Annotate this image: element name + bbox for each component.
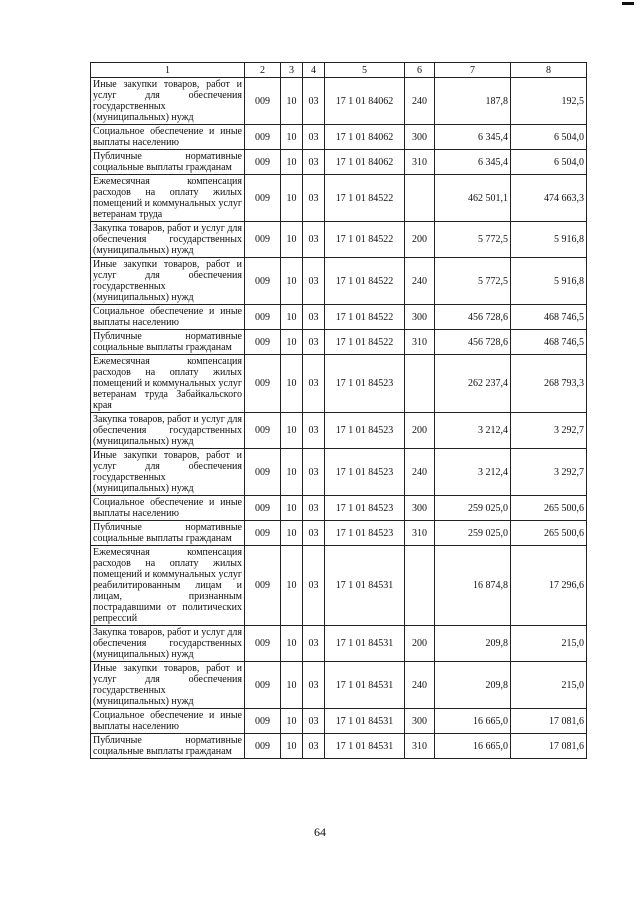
row-section-cell: 10	[281, 449, 303, 496]
row-section-cell: 10	[281, 125, 303, 150]
row-expense-type-cell: 240	[405, 449, 435, 496]
row-subsection-cell: 03	[303, 355, 325, 413]
row-amount-year1-cell: 456 728,6	[435, 305, 511, 330]
row-section-cell: 10	[281, 258, 303, 305]
row-target-article-cell: 17 1 01 84062	[325, 125, 405, 150]
row-name-cell: Иные закупки товаров, работ и услуг для обеспечения государственных (муниципальных) нужд	[91, 449, 245, 496]
row-amount-year1-cell: 16 665,0	[435, 734, 511, 759]
row-target-article-cell: 17 1 01 84523	[325, 521, 405, 546]
row-section-cell: 10	[281, 709, 303, 734]
row-amount-year2-cell: 192,5	[511, 78, 587, 125]
row-expense-type-cell: 300	[405, 125, 435, 150]
row-expense-type-cell: 310	[405, 330, 435, 355]
row-section-cell: 10	[281, 521, 303, 546]
row-subsection-cell: 03	[303, 662, 325, 709]
row-amount-year1-cell: 462 501,1	[435, 175, 511, 222]
row-section-cell: 10	[281, 305, 303, 330]
row-subsection-cell: 03	[303, 125, 325, 150]
row-section-cell: 10	[281, 734, 303, 759]
table-row	[91, 734, 587, 759]
row-amount-year1-cell: 259 025,0	[435, 496, 511, 521]
table-row	[91, 626, 587, 662]
row-ministry-code-cell: 009	[245, 222, 281, 258]
row-target-article-cell: 17 1 01 84531	[325, 546, 405, 626]
row-subsection-cell: 03	[303, 413, 325, 449]
row-amount-year1-cell: 456 728,6	[435, 330, 511, 355]
row-amount-year2-cell: 468 746,5	[511, 330, 587, 355]
table-body	[91, 78, 587, 759]
row-ministry-code-cell: 009	[245, 330, 281, 355]
row-name-cell: Социальное обеспечение и иные выплаты населению	[91, 496, 245, 521]
row-subsection-cell: 03	[303, 626, 325, 662]
row-name-cell: Закупка товаров, работ и услуг для обеспечения государственных (муниципальных) нужд	[91, 413, 245, 449]
col-header-8: 8	[511, 63, 587, 78]
row-expense-type-cell	[405, 175, 435, 222]
table-row	[91, 330, 587, 355]
row-ministry-code-cell: 009	[245, 125, 281, 150]
row-amount-year1-cell: 6 345,4	[435, 150, 511, 175]
row-amount-year1-cell: 6 345,4	[435, 125, 511, 150]
row-ministry-code-cell: 009	[245, 175, 281, 222]
row-ministry-code-cell: 009	[245, 449, 281, 496]
row-name-cell: Социальное обеспечение и иные выплаты населению	[91, 305, 245, 330]
table-row	[91, 546, 587, 626]
col-header-7: 7	[435, 63, 511, 78]
row-expense-type-cell: 300	[405, 709, 435, 734]
row-name-cell: Ежемесячная компенсация расходов на оплату жилых помещений и коммунальных услуг ветеранам труда	[91, 175, 245, 222]
row-expense-type-cell: 200	[405, 626, 435, 662]
row-subsection-cell: 03	[303, 175, 325, 222]
row-name-cell: Социальное обеспечение и иные выплаты населению	[91, 125, 245, 150]
row-name-cell: Иные закупки товаров, работ и услуг для обеспечения государственных (муниципальных) нужд	[91, 258, 245, 305]
row-target-article-cell: 17 1 01 84522	[325, 258, 405, 305]
row-amount-year2-cell: 5 916,8	[511, 258, 587, 305]
row-amount-year2-cell: 17 296,6	[511, 546, 587, 626]
row-target-article-cell: 17 1 01 84531	[325, 709, 405, 734]
col-header-5: 5	[325, 63, 405, 78]
row-target-article-cell: 17 1 01 84523	[325, 413, 405, 449]
row-amount-year2-cell: 17 081,6	[511, 709, 587, 734]
row-amount-year1-cell: 259 025,0	[435, 521, 511, 546]
table-row	[91, 150, 587, 175]
row-target-article-cell: 17 1 01 84522	[325, 222, 405, 258]
row-amount-year1-cell: 3 212,4	[435, 413, 511, 449]
row-amount-year2-cell: 468 746,5	[511, 305, 587, 330]
row-section-cell: 10	[281, 413, 303, 449]
col-header-2: 2	[245, 63, 281, 78]
row-amount-year2-cell: 215,0	[511, 626, 587, 662]
row-target-article-cell: 17 1 01 84522	[325, 330, 405, 355]
row-ministry-code-cell: 009	[245, 150, 281, 175]
row-subsection-cell: 03	[303, 449, 325, 496]
row-target-article-cell: 17 1 01 84522	[325, 175, 405, 222]
row-amount-year2-cell: 265 500,6	[511, 496, 587, 521]
row-amount-year1-cell: 209,8	[435, 662, 511, 709]
row-amount-year1-cell: 5 772,5	[435, 258, 511, 305]
row-expense-type-cell	[405, 546, 435, 626]
row-subsection-cell: 03	[303, 330, 325, 355]
row-subsection-cell: 03	[303, 222, 325, 258]
row-expense-type-cell: 310	[405, 521, 435, 546]
row-subsection-cell: 03	[303, 734, 325, 759]
table-row	[91, 413, 587, 449]
row-name-cell: Закупка товаров, работ и услуг для обеспечения государственных (муниципальных) нужд	[91, 626, 245, 662]
row-ministry-code-cell: 009	[245, 662, 281, 709]
row-subsection-cell: 03	[303, 546, 325, 626]
row-name-cell: Закупка товаров, работ и услуг для обеспечения государственных (муниципальных) нужд	[91, 222, 245, 258]
row-ministry-code-cell: 009	[245, 413, 281, 449]
row-section-cell: 10	[281, 222, 303, 258]
col-header-1: 1	[91, 63, 245, 78]
row-amount-year1-cell: 16 665,0	[435, 709, 511, 734]
table-row	[91, 125, 587, 150]
col-header-6: 6	[405, 63, 435, 78]
row-name-cell: Публичные нормативные социальные выплаты гражданам	[91, 150, 245, 175]
row-amount-year2-cell: 268 793,3	[511, 355, 587, 413]
row-amount-year2-cell: 215,0	[511, 662, 587, 709]
row-name-cell: Ежемесячная компенсация расходов на оплату жилых помещений и коммунальных услуг реабилитированным лицам и лицам, признанным пострадавшими от политических репрессий	[91, 546, 245, 626]
budget-table	[90, 62, 587, 759]
row-expense-type-cell: 200	[405, 413, 435, 449]
row-target-article-cell: 17 1 01 84523	[325, 449, 405, 496]
col-header-4: 4	[303, 63, 325, 78]
row-expense-type-cell: 240	[405, 78, 435, 125]
row-amount-year2-cell: 6 504,0	[511, 150, 587, 175]
row-target-article-cell: 17 1 01 84531	[325, 626, 405, 662]
row-target-article-cell: 17 1 01 84062	[325, 78, 405, 125]
row-amount-year2-cell: 3 292,7	[511, 413, 587, 449]
row-subsection-cell: 03	[303, 709, 325, 734]
row-amount-year2-cell: 265 500,6	[511, 521, 587, 546]
row-subsection-cell: 03	[303, 496, 325, 521]
row-amount-year1-cell: 5 772,5	[435, 222, 511, 258]
table-row	[91, 78, 587, 125]
row-name-cell: Публичные нормативные социальные выплаты гражданам	[91, 330, 245, 355]
row-amount-year2-cell: 6 504,0	[511, 125, 587, 150]
row-section-cell: 10	[281, 662, 303, 709]
row-ministry-code-cell: 009	[245, 546, 281, 626]
row-name-cell: Публичные нормативные социальные выплаты гражданам	[91, 734, 245, 759]
col-header-3: 3	[281, 63, 303, 78]
row-target-article-cell: 17 1 01 84531	[325, 734, 405, 759]
table-row	[91, 258, 587, 305]
row-amount-year2-cell: 17 081,6	[511, 734, 587, 759]
row-subsection-cell: 03	[303, 150, 325, 175]
row-amount-year1-cell: 16 874,8	[435, 546, 511, 626]
row-amount-year1-cell: 187,8	[435, 78, 511, 125]
table-row	[91, 355, 587, 413]
row-subsection-cell: 03	[303, 305, 325, 330]
row-section-cell: 10	[281, 78, 303, 125]
row-expense-type-cell: 240	[405, 258, 435, 305]
row-name-cell: Социальное обеспечение и иные выплаты населению	[91, 709, 245, 734]
row-name-cell: Ежемесячная компенсация расходов на оплату жилых помещений и коммунальных услуг ветеранам труда Забайкальского края	[91, 355, 245, 413]
table-row	[91, 709, 587, 734]
table-header-row	[91, 63, 587, 78]
row-section-cell: 10	[281, 546, 303, 626]
row-section-cell: 10	[281, 626, 303, 662]
row-target-article-cell: 17 1 01 84531	[325, 662, 405, 709]
table-row	[91, 305, 587, 330]
table-row	[91, 222, 587, 258]
row-expense-type-cell: 240	[405, 662, 435, 709]
scan-edge-mark	[622, 2, 634, 5]
row-name-cell: Иные закупки товаров, работ и услуг для обеспечения государственных (муниципальных) нужд	[91, 662, 245, 709]
row-expense-type-cell: 310	[405, 150, 435, 175]
row-ministry-code-cell: 009	[245, 734, 281, 759]
row-name-cell: Публичные нормативные социальные выплаты гражданам	[91, 521, 245, 546]
row-amount-year1-cell: 209,8	[435, 626, 511, 662]
row-ministry-code-cell: 009	[245, 305, 281, 330]
row-expense-type-cell: 300	[405, 305, 435, 330]
table-row	[91, 449, 587, 496]
row-expense-type-cell: 200	[405, 222, 435, 258]
row-amount-year2-cell: 5 916,8	[511, 222, 587, 258]
row-expense-type-cell: 310	[405, 734, 435, 759]
page-number: 64	[314, 825, 326, 839]
row-expense-type-cell	[405, 355, 435, 413]
row-amount-year2-cell: 3 292,7	[511, 449, 587, 496]
row-ministry-code-cell: 009	[245, 78, 281, 125]
row-ministry-code-cell: 009	[245, 521, 281, 546]
row-section-cell: 10	[281, 496, 303, 521]
row-name-cell: Иные закупки товаров, работ и услуг для обеспечения государственных (муниципальных) нужд	[91, 78, 245, 125]
row-section-cell: 10	[281, 355, 303, 413]
row-subsection-cell: 03	[303, 258, 325, 305]
row-target-article-cell: 17 1 01 84523	[325, 355, 405, 413]
table-row	[91, 521, 587, 546]
row-amount-year1-cell: 262 237,4	[435, 355, 511, 413]
row-ministry-code-cell: 009	[245, 626, 281, 662]
row-amount-year1-cell: 3 212,4	[435, 449, 511, 496]
row-subsection-cell: 03	[303, 521, 325, 546]
row-section-cell: 10	[281, 150, 303, 175]
row-section-cell: 10	[281, 175, 303, 222]
row-expense-type-cell: 300	[405, 496, 435, 521]
row-section-cell: 10	[281, 330, 303, 355]
table-row	[91, 496, 587, 521]
row-target-article-cell: 17 1 01 84522	[325, 305, 405, 330]
row-target-article-cell: 17 1 01 84523	[325, 496, 405, 521]
row-subsection-cell: 03	[303, 78, 325, 125]
row-ministry-code-cell: 009	[245, 258, 281, 305]
row-ministry-code-cell: 009	[245, 709, 281, 734]
row-amount-year2-cell: 474 663,3	[511, 175, 587, 222]
row-ministry-code-cell: 009	[245, 496, 281, 521]
row-target-article-cell: 17 1 01 84062	[325, 150, 405, 175]
table-row	[91, 662, 587, 709]
table-row	[91, 175, 587, 222]
row-ministry-code-cell: 009	[245, 355, 281, 413]
